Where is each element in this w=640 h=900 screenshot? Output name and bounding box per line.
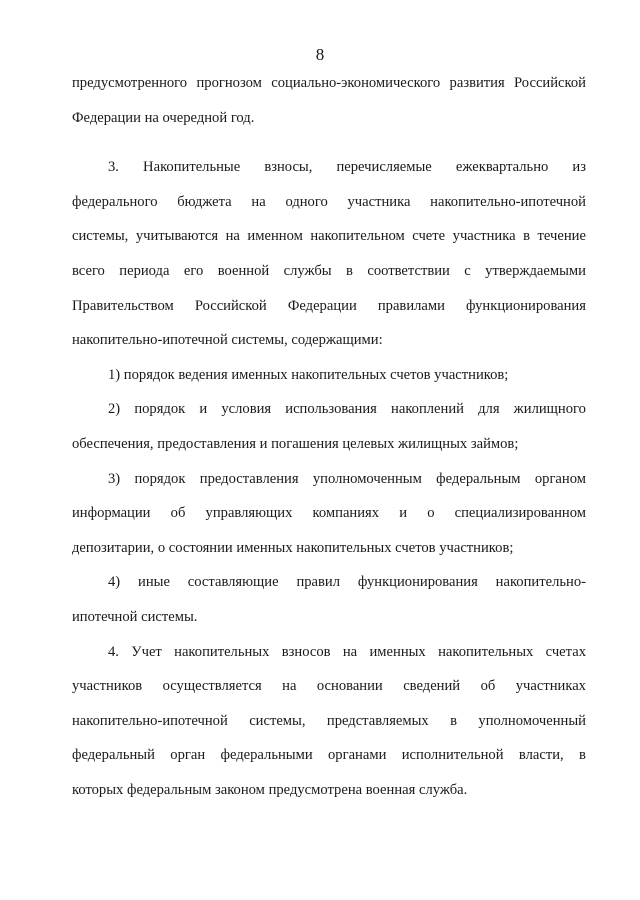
word: в — [450, 712, 458, 729]
word: составляющие — [187, 574, 279, 591]
word: правил — [296, 574, 341, 591]
text-line: ипотечной системы. — [72, 608, 198, 625]
word: федеральный — [72, 747, 155, 764]
list-item-3 — [72, 462, 586, 566]
text-line — [72, 462, 586, 497]
word: военной — [217, 262, 270, 279]
text-line — [72, 185, 586, 220]
word: органами — [327, 747, 387, 764]
word: уполномоченным — [312, 470, 422, 487]
word: функционирования — [466, 297, 586, 314]
word: участника — [452, 228, 516, 245]
word: федерального — [72, 193, 158, 210]
word: накопительных — [438, 643, 534, 660]
word: Накопительные — [143, 159, 241, 176]
word: накопительно-ипотечной — [72, 712, 228, 729]
text-line — [72, 635, 586, 670]
word: прогнозом — [196, 75, 262, 91]
text-line — [72, 392, 586, 427]
word: Учет — [131, 643, 162, 660]
word: основании — [316, 678, 383, 695]
text-line — [72, 254, 586, 289]
text-line: 1) порядок ведения именных накопительных счетов участников; — [108, 366, 509, 383]
word: 4) — [108, 574, 121, 591]
word: функционирования — [357, 574, 478, 591]
word: Российской — [514, 75, 586, 91]
word: периода — [119, 262, 170, 279]
word: уполномоченный — [478, 712, 586, 729]
word: в — [523, 228, 531, 245]
word: накопительном — [310, 228, 405, 245]
word: федеральными — [220, 747, 313, 764]
text-line: Федерации на очередной год. — [72, 109, 255, 126]
word: порядок — [134, 401, 186, 418]
document-body — [72, 66, 586, 807]
word: именном — [247, 228, 303, 245]
word: правилами — [377, 297, 445, 314]
word: системы, — [72, 228, 129, 245]
text-line: накопительно-ипотечной системы, содержащими: — [72, 332, 383, 349]
word: взносов — [281, 643, 331, 660]
text-line: которых федеральным законом предусмотрена военная служба. — [72, 781, 468, 798]
text-line — [72, 150, 586, 185]
word: соответствии — [367, 262, 450, 279]
word: 2) — [108, 401, 121, 418]
word: на — [251, 193, 266, 210]
word: всего — [72, 262, 105, 279]
word: о — [427, 505, 435, 522]
word: счетах — [545, 643, 586, 660]
word: участника — [347, 193, 411, 210]
text-line — [72, 738, 586, 773]
word: участников — [72, 678, 143, 695]
text-line: депозитарии, о состоянии именных накопительных счетов участников; — [72, 539, 514, 556]
word: на — [225, 228, 240, 245]
word: 4. — [108, 643, 119, 660]
paragraph-item-3 — [72, 150, 586, 358]
word: об — [170, 505, 186, 522]
word: накоплений — [391, 401, 464, 418]
word: ежеквартально — [455, 159, 549, 176]
word: службы — [283, 262, 332, 279]
word: перечисляемые — [336, 159, 432, 176]
word: органом — [534, 470, 586, 487]
text-line — [72, 66, 586, 101]
word: именных — [369, 643, 426, 660]
word: управляющих — [205, 505, 293, 522]
text-line — [72, 219, 586, 254]
word: на — [342, 643, 358, 660]
word: 3) — [108, 470, 121, 487]
word: об — [480, 678, 496, 695]
list-item-2 — [72, 392, 586, 461]
word: в — [579, 747, 586, 764]
word: использования — [285, 401, 377, 418]
word: бюджета — [177, 193, 232, 210]
word: участниках — [515, 678, 586, 695]
page-number: 8 — [315, 45, 325, 64]
word: из — [572, 159, 586, 176]
word: течение — [537, 228, 586, 245]
word: осуществляется — [162, 678, 262, 695]
word: утверждаемыми — [485, 262, 586, 279]
word: счете — [412, 228, 446, 245]
word: специализированном — [454, 505, 586, 522]
word: компаниях — [312, 505, 380, 522]
word: исполнительной — [401, 747, 504, 764]
word: сведений — [403, 678, 461, 695]
text-line — [72, 496, 586, 531]
word: предусмотренного — [72, 75, 188, 91]
word: иные — [138, 574, 170, 591]
word: системы, — [249, 712, 306, 729]
text-line — [72, 669, 586, 704]
word: развития — [449, 75, 505, 91]
word: социально-экономического — [271, 75, 441, 91]
word: орган — [170, 747, 206, 764]
word: Российской — [194, 297, 267, 314]
text-line — [72, 565, 586, 600]
word: накопительных — [174, 643, 270, 660]
word: информации — [72, 505, 151, 522]
word: и — [199, 401, 208, 418]
list-item-1 — [72, 358, 586, 393]
word: Федерации — [287, 297, 357, 314]
paragraph-item-4 — [72, 635, 586, 808]
text-line — [72, 289, 586, 324]
text-line: обеспечения, предоставления и погашения целевых жилищных займов; — [72, 435, 519, 452]
word: жилищного — [513, 401, 586, 418]
word: условия — [221, 401, 272, 418]
word: в — [346, 262, 353, 279]
word: 3. — [108, 159, 119, 176]
word: для — [478, 401, 500, 418]
word: порядок — [134, 470, 186, 487]
paragraph-continuation — [72, 66, 586, 135]
text-line — [72, 704, 586, 739]
word: с — [464, 262, 471, 279]
word: власти, — [518, 747, 564, 764]
word: федеральным — [436, 470, 521, 487]
word: предоставления — [199, 470, 299, 487]
word: одного — [285, 193, 328, 210]
word: учитываются — [135, 228, 219, 245]
word: накопительно-ипотечной — [430, 193, 586, 210]
word: представляемых — [326, 712, 429, 729]
word: взносы, — [264, 159, 313, 176]
list-item-4 — [72, 565, 586, 634]
word: накопительно- — [495, 574, 586, 591]
word: Правительством — [72, 297, 174, 314]
word: и — [399, 505, 408, 522]
word: на — [282, 678, 297, 695]
word: его — [183, 262, 204, 279]
